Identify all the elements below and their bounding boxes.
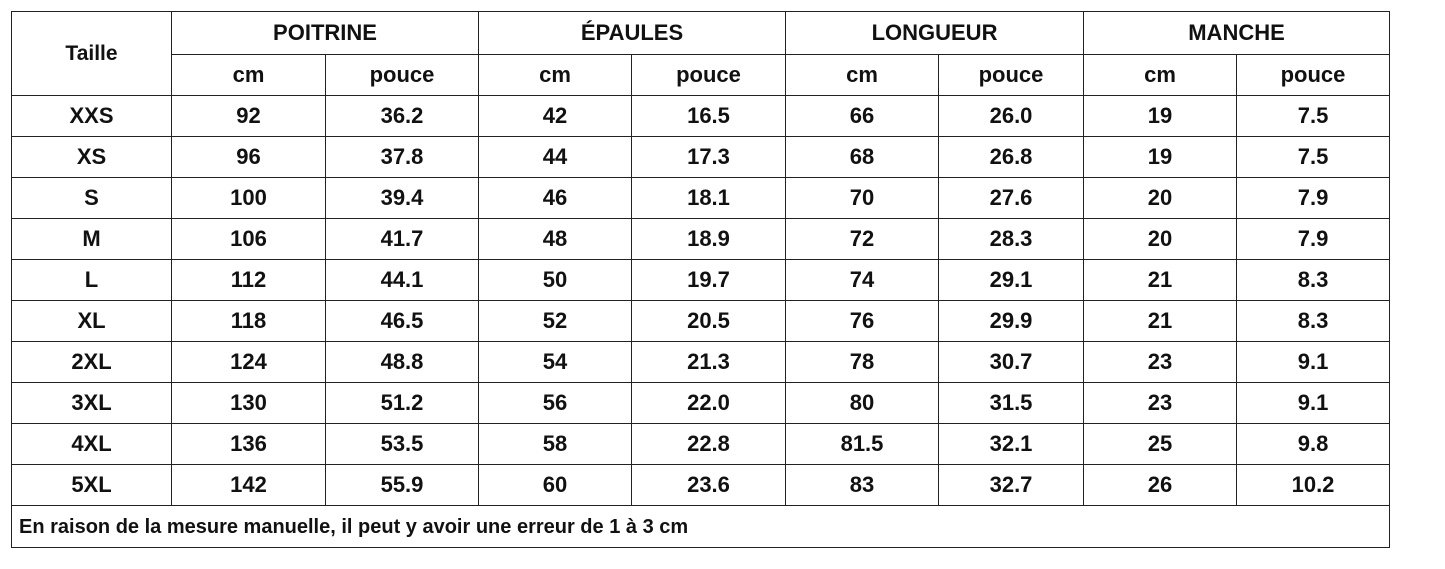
measurement-cell: 8.3	[1237, 260, 1390, 301]
group-header-chest: POITRINE	[172, 12, 479, 55]
size-cell: S	[12, 178, 172, 219]
size-cell: XS	[12, 137, 172, 178]
measurement-cell: 23	[1084, 342, 1237, 383]
measurement-cell: 118	[172, 301, 326, 342]
size-cell: L	[12, 260, 172, 301]
measurement-cell: 52	[479, 301, 632, 342]
measurement-cell: 44	[479, 137, 632, 178]
measurement-cell: 7.5	[1237, 137, 1390, 178]
measurement-cell: 23.6	[632, 465, 786, 506]
table-header	[12, 12, 1390, 96]
footnote: En raison de la mesure manuelle, il peut y avoir une erreur de 1 à 3 cm	[12, 506, 1390, 548]
size-cell: 2XL	[12, 342, 172, 383]
measurement-cell: 68	[786, 137, 939, 178]
measurement-cell: 55.9	[326, 465, 479, 506]
unit-header: pouce	[632, 55, 786, 96]
measurement-cell: 7.9	[1237, 219, 1390, 260]
header-group-row	[12, 12, 1390, 55]
measurement-cell: 76	[786, 301, 939, 342]
unit-header: cm	[172, 55, 326, 96]
measurement-cell: 44.1	[326, 260, 479, 301]
table-footer	[12, 506, 1390, 548]
measurement-cell: 26	[1084, 465, 1237, 506]
measurement-cell: 31.5	[939, 383, 1084, 424]
measurement-cell: 29.1	[939, 260, 1084, 301]
header-unit-row	[12, 55, 1390, 96]
measurement-cell: 19.7	[632, 260, 786, 301]
table-row	[12, 342, 1390, 383]
size-cell: M	[12, 219, 172, 260]
measurement-cell: 72	[786, 219, 939, 260]
measurement-cell: 36.2	[326, 96, 479, 137]
measurement-cell: 136	[172, 424, 326, 465]
measurement-cell: 81.5	[786, 424, 939, 465]
table-row	[12, 424, 1390, 465]
table-row	[12, 383, 1390, 424]
measurement-cell: 70	[786, 178, 939, 219]
table-row	[12, 260, 1390, 301]
measurement-cell: 92	[172, 96, 326, 137]
measurement-cell: 32.7	[939, 465, 1084, 506]
measurement-cell: 18.9	[632, 219, 786, 260]
unit-header: cm	[1084, 55, 1237, 96]
measurement-cell: 48	[479, 219, 632, 260]
measurement-cell: 21	[1084, 260, 1237, 301]
measurement-cell: 100	[172, 178, 326, 219]
measurement-cell: 51.2	[326, 383, 479, 424]
measurement-cell: 142	[172, 465, 326, 506]
measurement-cell: 96	[172, 137, 326, 178]
unit-header: pouce	[326, 55, 479, 96]
measurement-cell: 74	[786, 260, 939, 301]
measurement-cell: 19	[1084, 137, 1237, 178]
measurement-cell: 23	[1084, 383, 1237, 424]
table-row	[12, 96, 1390, 137]
measurement-cell: 22.8	[632, 424, 786, 465]
measurement-cell: 20	[1084, 178, 1237, 219]
measurement-cell: 27.6	[939, 178, 1084, 219]
measurement-cell: 28.3	[939, 219, 1084, 260]
size-cell: 4XL	[12, 424, 172, 465]
group-header-sleeve: MANCHE	[1084, 12, 1390, 55]
measurement-cell: 80	[786, 383, 939, 424]
measurement-cell: 32.1	[939, 424, 1084, 465]
measurement-cell: 19	[1084, 96, 1237, 137]
measurement-cell: 53.5	[326, 424, 479, 465]
measurement-cell: 42	[479, 96, 632, 137]
measurement-cell: 56	[479, 383, 632, 424]
measurement-cell: 46.5	[326, 301, 479, 342]
measurement-cell: 112	[172, 260, 326, 301]
footnote-row	[12, 506, 1390, 548]
group-header-shoulders: ÉPAULES	[479, 12, 786, 55]
measurement-cell: 26.8	[939, 137, 1084, 178]
size-cell: 3XL	[12, 383, 172, 424]
measurement-cell: 20.5	[632, 301, 786, 342]
measurement-cell: 39.4	[326, 178, 479, 219]
measurement-cell: 9.1	[1237, 383, 1390, 424]
measurement-cell: 8.3	[1237, 301, 1390, 342]
measurement-cell: 37.8	[326, 137, 479, 178]
measurement-cell: 48.8	[326, 342, 479, 383]
measurement-cell: 21	[1084, 301, 1237, 342]
table-body	[12, 96, 1390, 506]
measurement-cell: 54	[479, 342, 632, 383]
measurement-cell: 58	[479, 424, 632, 465]
measurement-cell: 18.1	[632, 178, 786, 219]
size-cell: XL	[12, 301, 172, 342]
measurement-cell: 16.5	[632, 96, 786, 137]
unit-header: pouce	[939, 55, 1084, 96]
measurement-cell: 41.7	[326, 219, 479, 260]
measurement-cell: 7.5	[1237, 96, 1390, 137]
measurement-cell: 20	[1084, 219, 1237, 260]
measurement-cell: 30.7	[939, 342, 1084, 383]
table-row	[12, 137, 1390, 178]
measurement-cell: 78	[786, 342, 939, 383]
unit-header: cm	[479, 55, 632, 96]
measurement-cell: 46	[479, 178, 632, 219]
measurement-cell: 29.9	[939, 301, 1084, 342]
measurement-cell: 17.3	[632, 137, 786, 178]
measurement-cell: 9.1	[1237, 342, 1390, 383]
unit-header: pouce	[1237, 55, 1390, 96]
measurement-cell: 21.3	[632, 342, 786, 383]
measurement-cell: 9.8	[1237, 424, 1390, 465]
measurement-cell: 60	[479, 465, 632, 506]
unit-header: cm	[786, 55, 939, 96]
measurement-cell: 66	[786, 96, 939, 137]
table-row	[12, 301, 1390, 342]
table-row	[12, 465, 1390, 506]
measurement-cell: 106	[172, 219, 326, 260]
measurement-cell: 26.0	[939, 96, 1084, 137]
table-row	[12, 219, 1390, 260]
measurement-cell: 124	[172, 342, 326, 383]
group-header-length: LONGUEUR	[786, 12, 1084, 55]
measurement-cell: 10.2	[1237, 465, 1390, 506]
size-cell: 5XL	[12, 465, 172, 506]
size-chart-table	[11, 11, 1390, 548]
measurement-cell: 50	[479, 260, 632, 301]
size-column-header: Taille	[12, 12, 172, 96]
measurement-cell: 83	[786, 465, 939, 506]
size-cell: XXS	[12, 96, 172, 137]
measurement-cell: 22.0	[632, 383, 786, 424]
table-row	[12, 178, 1390, 219]
measurement-cell: 130	[172, 383, 326, 424]
measurement-cell: 25	[1084, 424, 1237, 465]
measurement-cell: 7.9	[1237, 178, 1390, 219]
